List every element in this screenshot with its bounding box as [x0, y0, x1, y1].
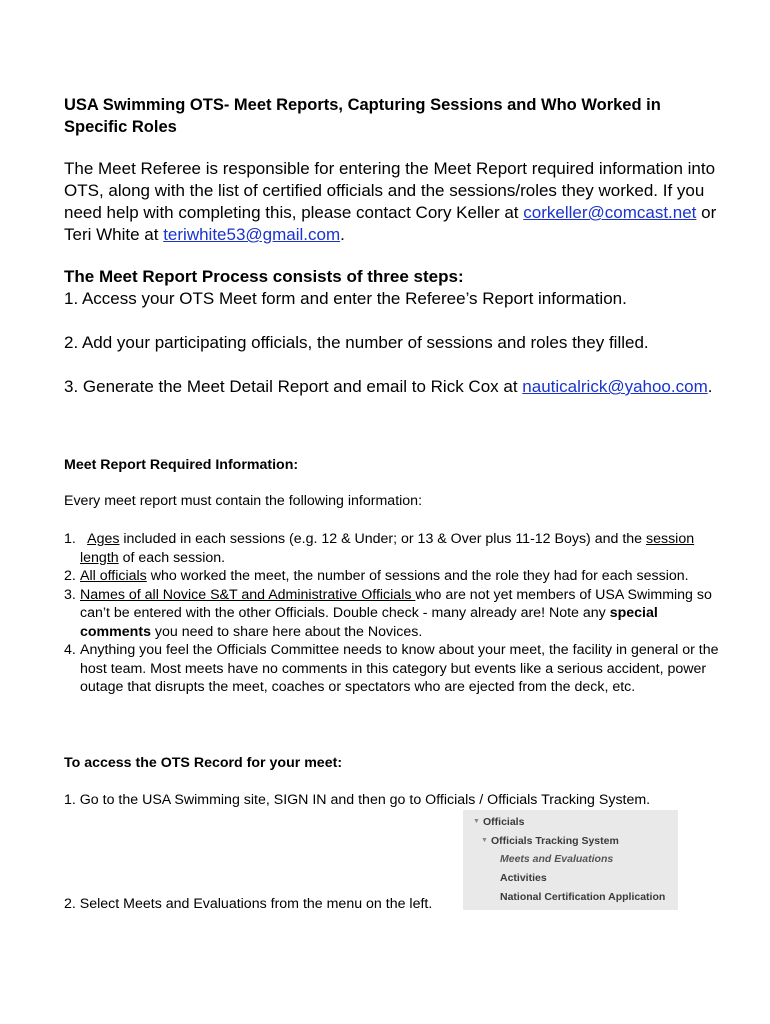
required-intro: Every meet report must contain the following information:: [64, 493, 423, 509]
menu-item-officials[interactable]: [463, 813, 678, 832]
list-text: Anything you feel the Officials Committee needs to know about your meet, the facility in general or the host team. Most meets have no comments in this category but events like a serious accident, power outage that disrupts the meet, coaches or spectators who are ejected from the deck, etc.: [80, 642, 719, 695]
menu-item-national-certification[interactable]: [463, 888, 678, 907]
list-number: 2.: [64, 568, 76, 584]
step3-text: 3. Generate the Meet Detail Report and email to Rick Cox at: [64, 377, 523, 396]
list-text: who are not yet members of USA Swimming so can’t be entered with the other Officials. Double check - many already are! Note any: [80, 586, 712, 621]
list-number: 4.: [64, 642, 76, 658]
list-number: 1.: [64, 531, 76, 547]
document-title: USA Swimming OTS- Meet Reports, Capturing Sessions and Who Worked in Specific Roles: [64, 96, 661, 136]
list-text: who worked the meet, the number of sessions and the role they had for each session.: [146, 568, 689, 584]
list-item: [64, 567, 724, 586]
expand-triangle-icon: ▼: [473, 818, 480, 825]
menu-item-meets-evaluations[interactable]: [463, 850, 678, 869]
step3-end: .: [707, 377, 713, 396]
list-text: you need to share here about the Novices.: [150, 623, 423, 640]
required-heading: Meet Report Required Information:: [64, 457, 299, 473]
list-text: included in each sessions (e.g. 12 & Under; or 13 & Over plus 11-12 Boys) and the: [119, 531, 646, 547]
access-step-2: 2. Select Meets and Evaluations from the menu on the left.: [64, 896, 433, 912]
bold-term: special comments: [80, 605, 658, 640]
list-text: of each session.: [118, 549, 226, 566]
intro-paragraph: [64, 158, 744, 246]
required-list: [64, 530, 724, 697]
list-item: [64, 641, 724, 697]
menu-item-label: Activities: [500, 872, 547, 885]
ots-menu-screenshot: [463, 810, 678, 910]
underlined-term: Ages: [87, 531, 120, 547]
list-item: [64, 586, 724, 642]
process-step-2: 2. Add your participating officials, the number of sessions and roles they filled.: [64, 333, 649, 352]
intro-text: The Meet Referee is responsible for entering the Meet Report required information into OTS, along with the list of certified officials and the sessions/roles they worked. If you need help with completing this, please contact Cory Keller at: [64, 159, 716, 222]
process-heading: The Meet Report Process consists of three steps:: [64, 267, 464, 286]
menu-item-activities[interactable]: [463, 869, 678, 888]
underlined-term: All officials: [80, 568, 147, 584]
underlined-term: session length: [80, 531, 695, 566]
intro-end: .: [340, 225, 345, 244]
process-step-3: [64, 376, 744, 398]
menu-item-label: Officials Tracking System: [491, 834, 619, 847]
process-step-1: 1. Access your OTS Meet form and enter the Referee’s Report information.: [64, 289, 627, 308]
menu-item-ots[interactable]: [463, 832, 678, 851]
menu-item-label: National Certification Application: [500, 890, 666, 903]
email-link-rick[interactable]: nauticalrick@yahoo.com: [522, 377, 708, 396]
list-item: [64, 530, 724, 567]
underlined-term: Names of all Novice S&T and Administrative Officials: [80, 586, 416, 603]
menu-item-label: Meets and Evaluations: [500, 853, 614, 866]
email-link-teri[interactable]: teriwhite53@gmail.com: [163, 225, 341, 244]
access-heading: To access the OTS Record for your meet:: [64, 755, 343, 771]
access-step-1: 1. Go to the USA Swimming site, SIGN IN and then go to Officials / Officials Tracking System.: [64, 792, 651, 808]
email-link-cory[interactable]: corkeller@comcast.net: [523, 203, 697, 222]
expand-triangle-icon: ▼: [481, 836, 488, 844]
list-number: 3.: [64, 586, 76, 603]
intro-middle: or Teri White at: [64, 203, 717, 244]
menu-item-label: Officials: [483, 816, 525, 828]
